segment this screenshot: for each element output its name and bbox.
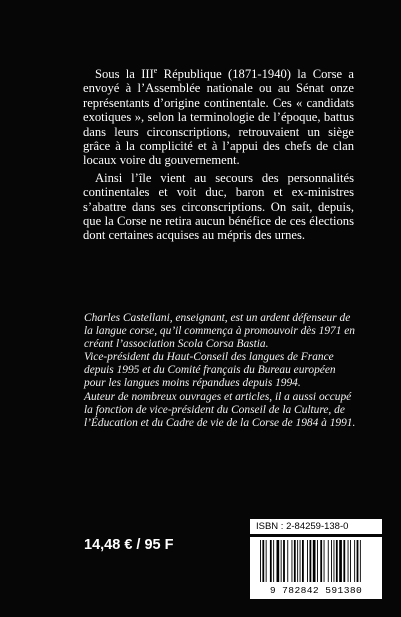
author-bio: [84, 312, 356, 430]
barcode-bar: [348, 540, 349, 582]
barcode-bar: [336, 540, 338, 582]
barcode-bar: [292, 540, 293, 582]
barcode-bar: [283, 540, 285, 582]
barcode-bar: [354, 540, 355, 582]
barcode-bar: [297, 540, 298, 582]
barcode-bar: [360, 540, 361, 582]
barcode-bar: [277, 540, 280, 582]
summary-paragraph-1: Sous la IIIe République (1871-1940) la Corse a envoyé à l’Assemblée nationale ou au Sénat onze représentants d’origine continentale. Ces « candidats exotiques », selon la terminologie de l’époque, battus dans leurs circonscriptions, retrouvaient un siège grâce à la complicité et à l’appui des chefs de clan locaux voire du gouvernement.: [83, 65, 354, 168]
barcode-bar: [313, 540, 316, 582]
barcode-bar: [270, 540, 272, 582]
barcode-bar: [320, 540, 322, 582]
barcode-bar: [343, 540, 345, 582]
barcode-bar: [273, 540, 274, 582]
barcode-bar: [324, 540, 325, 582]
bio-paragraph-3: Auteur de nombreux ouvrages et articles, il a aussi occupé la fonction de vice-président du Conseil de la Culture, de l’Éducation et du Cadre de vie de la Corse de 1984 à 1991.: [84, 390, 356, 429]
barcode-bar: [266, 540, 267, 582]
barcode-bar: [300, 540, 301, 582]
bio-paragraph-1: Charles Castellani, enseignant, est un ardent défenseur de la langue corse, qu’il commença à promouvoir dès 1971 en créant l’association Scola Corsa Bastia.: [84, 312, 356, 351]
barcode-bar: [328, 540, 329, 582]
barcode-bar: [302, 540, 304, 582]
barcode-bar: [287, 540, 288, 582]
barcode-bar: [307, 540, 308, 582]
barcode-bar: [331, 540, 332, 582]
barcode-bar: [357, 540, 359, 582]
summary-paragraph-2: Ainsi l’île vient au secours des personnalités continentales et voit duc, baron et ex-ministres s’abattre dans ses circonscriptions. On sait, depuis, que la Corse ne retira aucun bénéfice de ces élections dont certaines acquises au mépris des urnes.: [83, 170, 354, 243]
barcode-bar: [262, 540, 264, 582]
barcode-bar: [317, 540, 318, 582]
price-label: 14,48 € / 95 F: [84, 537, 174, 553]
barcode-bar: [334, 540, 335, 582]
barcode-bar: [310, 540, 312, 582]
barcode-bars: [260, 540, 372, 586]
bio-paragraph-2: Vice-président du Haut-Conseil des langues de France depuis 1995 et du Comité français du Bureau européen pour les langues moins répandues depuis 1994.: [84, 351, 336, 390]
isbn-label: ISBN : 2-84259-138-0: [250, 519, 382, 534]
barcode: [250, 537, 382, 599]
barcode-digits: 9 782842 591380: [269, 585, 363, 596]
summary-text: [83, 67, 354, 243]
barcode-bar: [294, 540, 296, 582]
barcode-bar: [339, 540, 342, 582]
barcode-bar: [260, 540, 261, 582]
barcode-bar: [281, 540, 282, 582]
barcode-bar: [350, 540, 351, 582]
